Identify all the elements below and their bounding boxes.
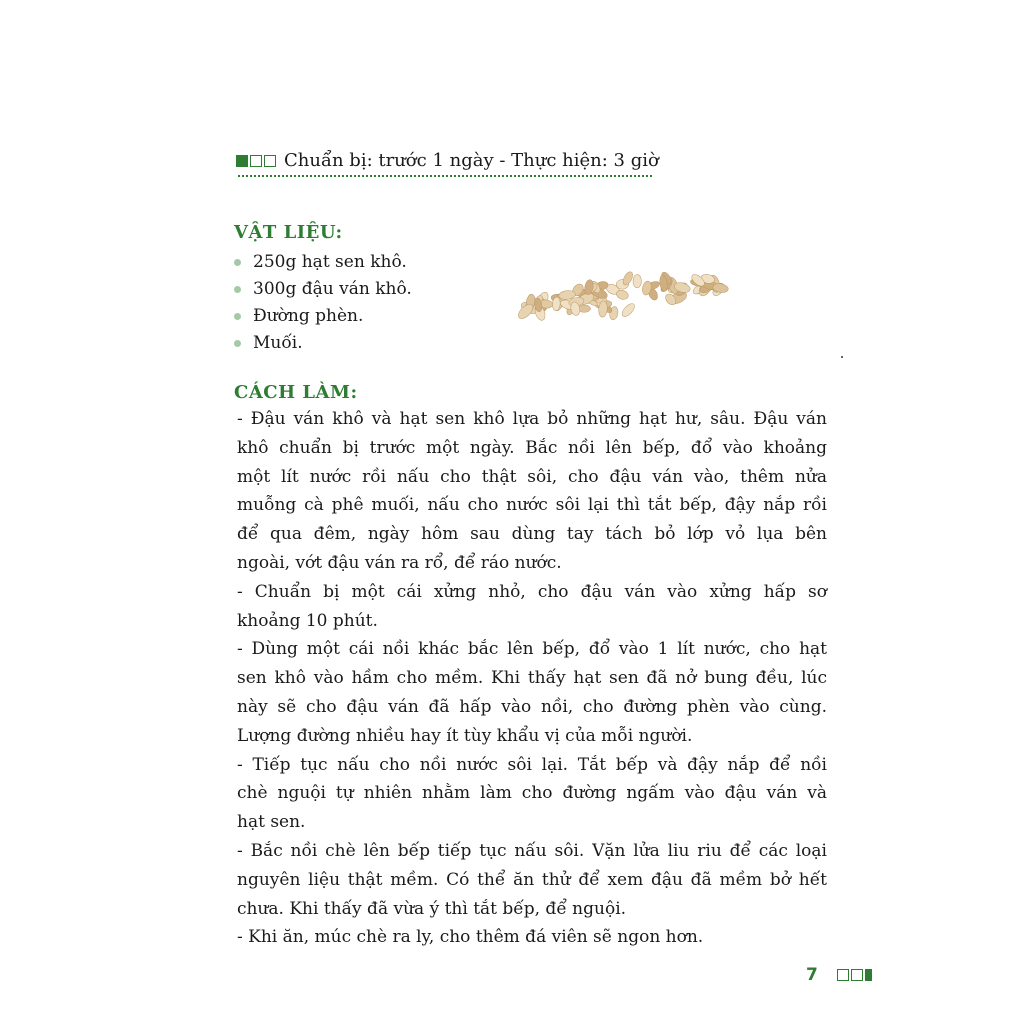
empty-square-icon	[250, 155, 262, 167]
text-line: nguyên liệu thật mềm. Có thể ăn thử để xem đậu đã mềm bở hết	[237, 869, 827, 890]
method-heading: CÁCH LÀM:	[234, 382, 358, 403]
filled-square-icon	[865, 969, 872, 981]
text-line: - Chuẩn bị một cái xửng nhỏ, cho đậu ván vào xửng hấp sơ	[237, 581, 827, 602]
bullet-icon	[234, 286, 241, 293]
footer-squares	[837, 969, 874, 981]
list-item: 250g hạt sen khô.	[234, 249, 412, 276]
bullet-icon	[234, 340, 241, 347]
bullet-icon	[234, 259, 241, 266]
seed	[620, 302, 637, 319]
text-line: - Bắc nồi chè lên bếp tiếp tục nấu sôi. Vặn lửa liu riu để các loại	[237, 840, 827, 861]
text-line: này sẽ cho đậu ván đã hấp vào nồi, cho đường phèn vào cùng.	[237, 696, 827, 717]
dotted-divider	[238, 175, 652, 177]
text-line: hạt sen.	[237, 812, 306, 833]
empty-square-icon	[837, 969, 849, 981]
empty-square-icon	[851, 969, 863, 981]
text-line: khô chuẩn bị trước một ngày. Bắc nồi lên bếp, đổ vào khoảng	[237, 437, 827, 458]
text-line: chè nguội tự nhiên nhằm làm cho đường ngấm vào đậu ván và	[237, 783, 827, 804]
text-line: khoảng 10 phút.	[237, 610, 378, 631]
ingredients-list	[234, 249, 412, 357]
prep-time-text: Chuẩn bị: trước 1 ngày - Thực hiện: 3 giờ	[284, 150, 659, 171]
text-line: - Khi ăn, múc chè ra ly, cho thêm đá viên sẽ ngon hơn.	[237, 927, 704, 948]
lotus-seeds-photo	[515, 248, 735, 343]
text-line: - Dùng một cái nồi khác bắc lên bếp, đổ vào 1 lít nước, cho hạt	[237, 639, 827, 660]
list-item: Đường phèn.	[234, 303, 412, 330]
text-line: sen khô vào hầm cho mềm. Khi thấy hạt sen đã nở bung đều, lúc	[237, 668, 827, 689]
text-line: một lít nước rồi nấu cho thật sôi, cho đậu ván vào, thêm nửa	[237, 466, 827, 487]
empty-square-icon	[264, 155, 276, 167]
prep-time-line	[236, 150, 659, 171]
seed	[633, 274, 642, 288]
list-item: 300g đậu ván khô.	[234, 276, 412, 303]
text-line: ngoài, vớt đậu ván ra rổ, để ráo nước.	[237, 552, 562, 573]
text-line: Lượng đường nhiều hay ít tùy khẩu vị của mỗi người.	[237, 725, 693, 746]
method-text	[237, 405, 827, 952]
filled-square-icon	[236, 155, 248, 167]
text-line: muỗng cà phê muối, nấu cho nước sôi lại thì tắt bếp, đậy nắp rồi	[237, 495, 827, 516]
text-line: chưa. Khi thấy đã vừa ý thì tắt bếp, để nguội.	[237, 898, 627, 919]
text-line: - Đậu ván khô và hạt sen khô lựa bỏ những hạt hư, sâu. Đậu ván	[237, 409, 827, 429]
list-item: Muối.	[234, 330, 412, 357]
page-number: 7	[806, 965, 818, 985]
text-line: để qua đêm, ngày hôm sau dùng tay tách bỏ lớp vỏ lụa bên	[237, 524, 827, 545]
ingredients-heading: VẬT LIỆU:	[234, 222, 343, 243]
bullet-icon	[234, 313, 241, 320]
speck	[841, 356, 843, 358]
text-line: - Tiếp tục nấu cho nồi nước sôi lại. Tắt bếp và đậy nắp để nồi	[237, 754, 827, 775]
